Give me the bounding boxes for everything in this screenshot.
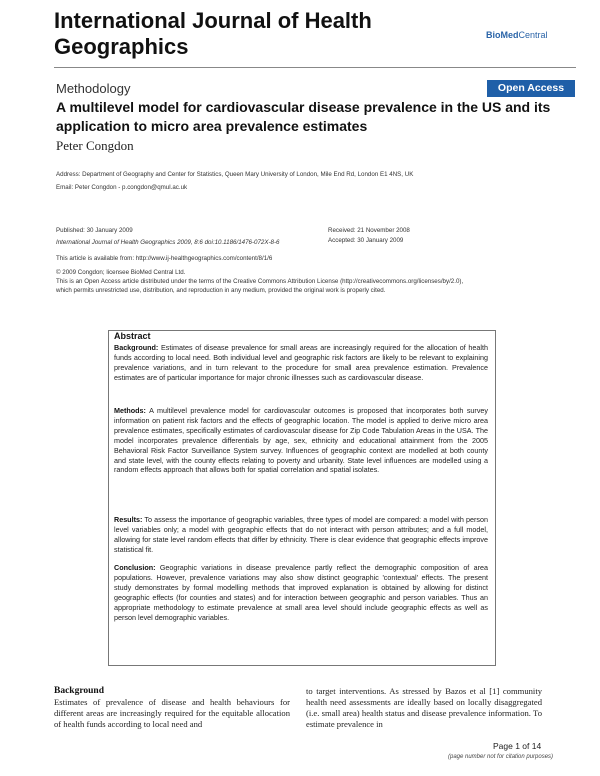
abstract-results	[114, 515, 488, 555]
article-type: Methodology	[56, 81, 131, 96]
abstract-background-text: Estimates of disease prevalence for small areas are increasingly required for the allocation of health funds according to local need. Both individual level and geographic risk factors are likely to be relevant to explaining prevalence variations, and in turn relevant to the procedure for small area prevalence estimation. Prevalence estimates are of particular importance for major chronic illnesses such as cardiovascular disease.	[114, 343, 488, 382]
abstract-results-label: Results:	[114, 515, 143, 524]
header-divider	[54, 67, 576, 68]
abstract-background-label: Background:	[114, 343, 159, 352]
article-title: A multilevel model for cardiovascular disease prevalence in the US and its application to micro area prevalence estimates	[56, 99, 551, 134]
article-url[interactable]: This article is available from: http://www.ij-healthgeographics.com/content/8/1/6	[56, 255, 273, 262]
published-date: Published: 30 January 2009	[56, 227, 133, 234]
abstract-conclusion-label: Conclusion:	[114, 563, 156, 572]
received-date: Received: 21 November 2008	[328, 227, 410, 234]
biomed-central-logo[interactable]	[486, 30, 548, 40]
body-column-right: to target interventions. As stressed by Bazos et al [1] community health need assessments are ideally based on locally disaggregated (i.e. small area) health status and disease prevalence information. To estimate prevalence in	[306, 686, 542, 729]
page-number: Page 1 of 14	[493, 741, 542, 751]
citation: International Journal of Health Geographics 2009, 8:6 doi:10.1186/1476-072X-8-6	[56, 239, 280, 246]
body-background-heading: Background	[54, 686, 104, 696]
abstract-results-text: To assess the importance of geographic variables, three types of model are compared: a model with person level variables only; a model with geographic effects that do not interact with person attributes; and a full model, allowing for state level random effects that differ by ethnicity. There is clear evidence that geographic effects improve statistical fit.	[114, 515, 488, 554]
abstract-background	[114, 343, 488, 383]
license-line-2: which permits unrestricted use, distribution, and reproduction in any medium, provided the original work is properly cited.	[56, 287, 386, 294]
author-address: Address: Department of Geography and Center for Statistics, Queen Mary University of London, Mile End Rd, London E1 4NS, UK	[56, 171, 414, 178]
abstract-conclusion	[114, 563, 488, 622]
abstract-methods-text: A multilevel prevalence model for cardiovascular outcomes is proposed that incorporates both survey information on patient risk factors and the effects of geographic location. The model is applied to derive micro area prevalence estimates, specifically estimates of cardiovascular disease for Zip Code Tabulation Areas in the USA. The model incorporates prevalence differentials by age, sex, ethnicity and educational attainment from the 2005 Behavioral Risk Factor Surveillance System survey. Influences of geographic context are modelled at both county and state level, with the county effects relating to poverty and urbanity. State level influences are modelled using a random effects approach that allows both for spatial correlation and spatial isolates.	[114, 406, 488, 475]
logo-bold-text: BioMed	[486, 30, 519, 40]
license-line-1: This is an Open Access article distributed under the terms of the Creative Commons Attribution License (http://creativecommons.org/licenses/by/2.0),	[56, 278, 464, 285]
logo-light-text: Central	[518, 30, 548, 40]
body-column-left: Estimates of prevalence of disease and health behaviours for different areas are increasingly required for the equitable allocation of health funds according to local need and	[54, 697, 290, 729]
author-email[interactable]: Email: Peter Congdon - p.congdon@qmul.ac.uk	[56, 184, 188, 191]
abstract-conclusion-text: Geographic variations in disease prevalence partly reflect the demographic composition of area populations. However, prevalence variations may also show distinct geographic 'contextual' effects. The present study demonstrates by formal modelling methods that improved explanation is obtained by allowing for distinct geographic effects (for counties and states) and for interaction between geographic and person variables. Thus an appropriate methodology to estimate prevalence at small area level should include geographic effects as well as person level demographic variables.	[114, 563, 488, 622]
author-name: Peter Congdon	[56, 138, 134, 153]
copyright: © 2009 Congdon; licensee BioMed Central Ltd.	[56, 269, 186, 276]
abstract-methods	[114, 406, 488, 475]
abstract-methods-label: Methods:	[114, 406, 146, 415]
journal-title: International Journal of Health Geographics	[54, 8, 372, 59]
open-access-badge: Open Access	[487, 80, 575, 97]
page-number-note: (page number not for citation purposes)	[448, 754, 554, 760]
abstract-heading: Abstract	[114, 331, 151, 341]
accepted-date: Accepted: 30 January 2009	[328, 237, 404, 244]
